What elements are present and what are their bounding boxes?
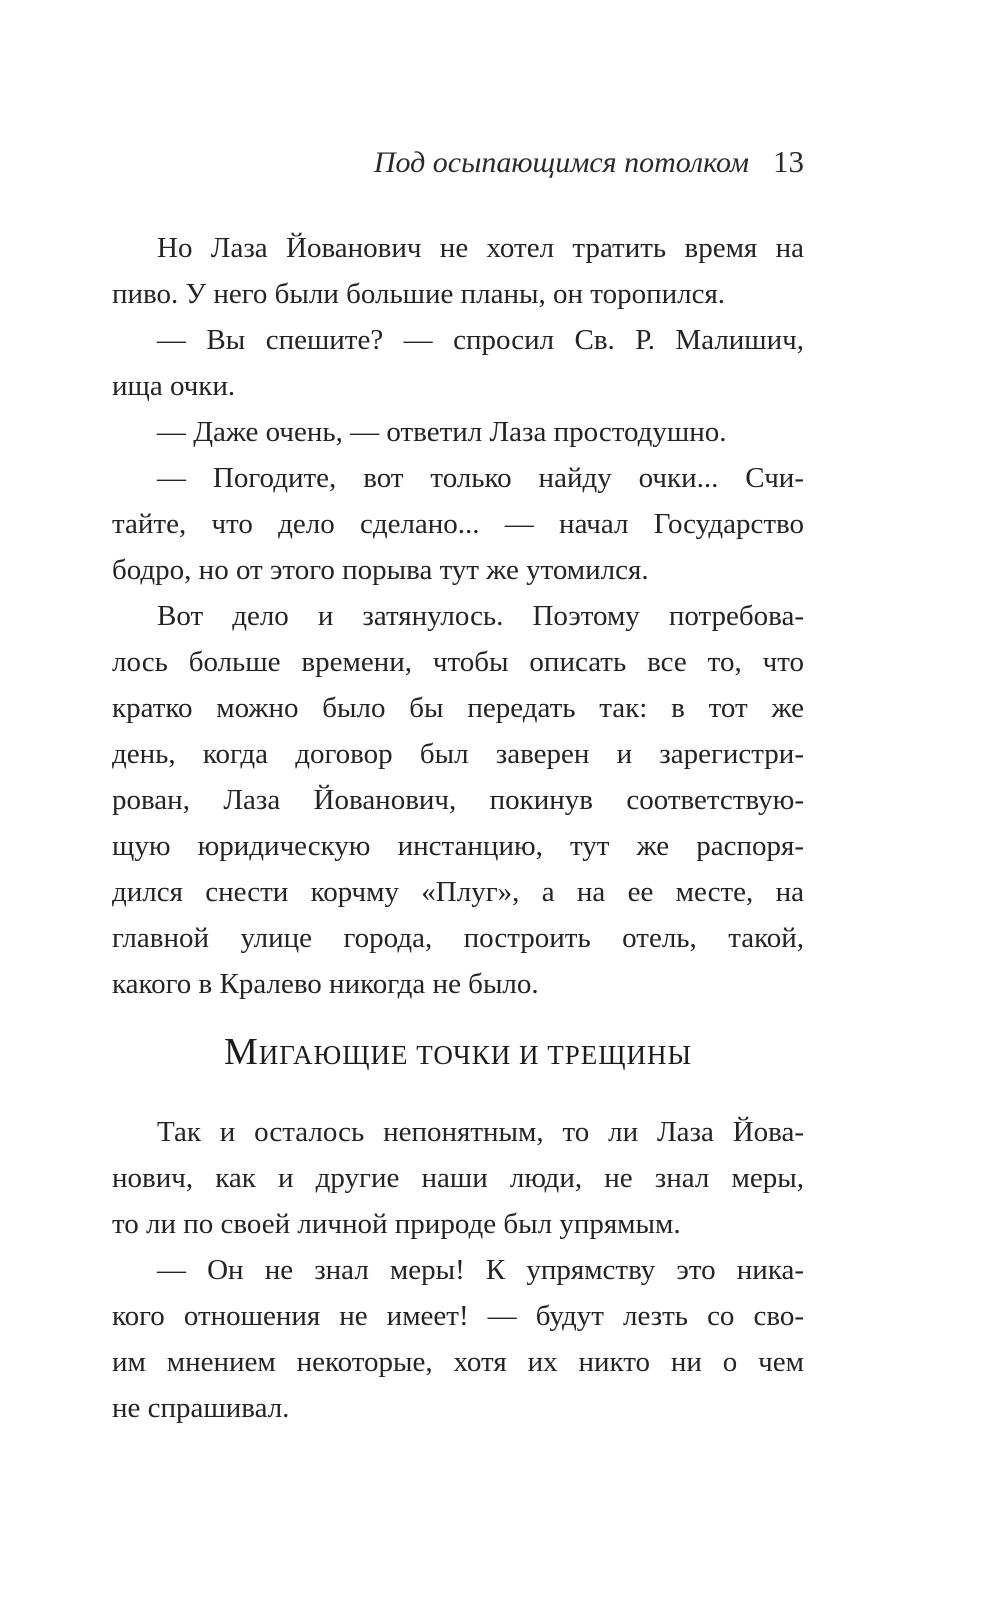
paragraph [112, 455, 804, 593]
text-block [112, 142, 804, 1431]
paragraph [112, 593, 804, 1007]
paragraph [112, 1109, 804, 1247]
paragraphs-before-heading [112, 225, 804, 1007]
paragraph [112, 1247, 804, 1431]
paragraphs-after-heading [112, 1109, 804, 1431]
text-line: какого в Кралево никогда не было. [112, 968, 539, 1000]
text-line: ища очки. [112, 370, 236, 402]
text-line: щую юридическую инстанцию, тут же распоря- [112, 830, 804, 862]
paragraph [112, 317, 804, 409]
paragraph [112, 225, 804, 317]
text-line: пиво. У него были большие планы, он торопился. [112, 278, 726, 310]
text-line: дился снести корчму «Плуг», а на ее месте, на [112, 876, 804, 908]
text-line: то ли по своей личной природе был упрямым. [112, 1208, 681, 1240]
section-heading-initial: М [224, 1031, 259, 1073]
text-line: — Даже очень, — ответил Лаза простодушно. [157, 416, 727, 448]
text-line: — Погодите, вот только найду очки... Счи- [157, 462, 804, 494]
text-line: лось больше времени, чтобы описать все то, что [112, 646, 804, 678]
text-line: Так и осталось непонятным, то ли Лаза Йова- [157, 1116, 804, 1148]
page-number: 13 [773, 144, 804, 179]
text-line: не спрашивал. [112, 1392, 290, 1424]
running-header [112, 142, 804, 183]
text-line: Но Лаза Йованович не хотел тратить время на [157, 232, 804, 264]
text-line: день, когда договор был заверен и зарегистри- [112, 738, 804, 770]
running-title: Под осыпающимся потолком [373, 146, 749, 179]
text-line: кого отношения не имеет! — будут лезть со сво- [112, 1300, 804, 1332]
text-line: тайте, что дело сделано... — начал Государство [112, 508, 804, 540]
text-line: бодро, но от этого порыва тут же утомился. [112, 554, 649, 586]
text-line: главной улице города, построить отель, такой, [112, 922, 804, 954]
text-line: кратко можно было бы передать так: в тот же [112, 692, 804, 724]
paragraph [112, 409, 804, 455]
text-line: — Он не знал меры! К упрямству это ника- [157, 1254, 804, 1286]
section-heading [112, 1029, 804, 1083]
text-line: Вот дело и затянулось. Поэтому потребова- [157, 600, 804, 632]
section-heading-rest: ИГАЮЩИЕ ТОЧКИ И ТРЕЩИНЫ [258, 1040, 692, 1070]
text-line: — Вы спешите? — спросил Св. Р. Малишич, [157, 324, 804, 356]
text-line: рован, Лаза Йованович, покинув соответствую- [112, 784, 804, 816]
text-line: нович, как и другие наши люди, не знал меры, [112, 1162, 804, 1194]
text-line: им мнением некоторые, хотя их никто ни о чем [112, 1346, 804, 1378]
